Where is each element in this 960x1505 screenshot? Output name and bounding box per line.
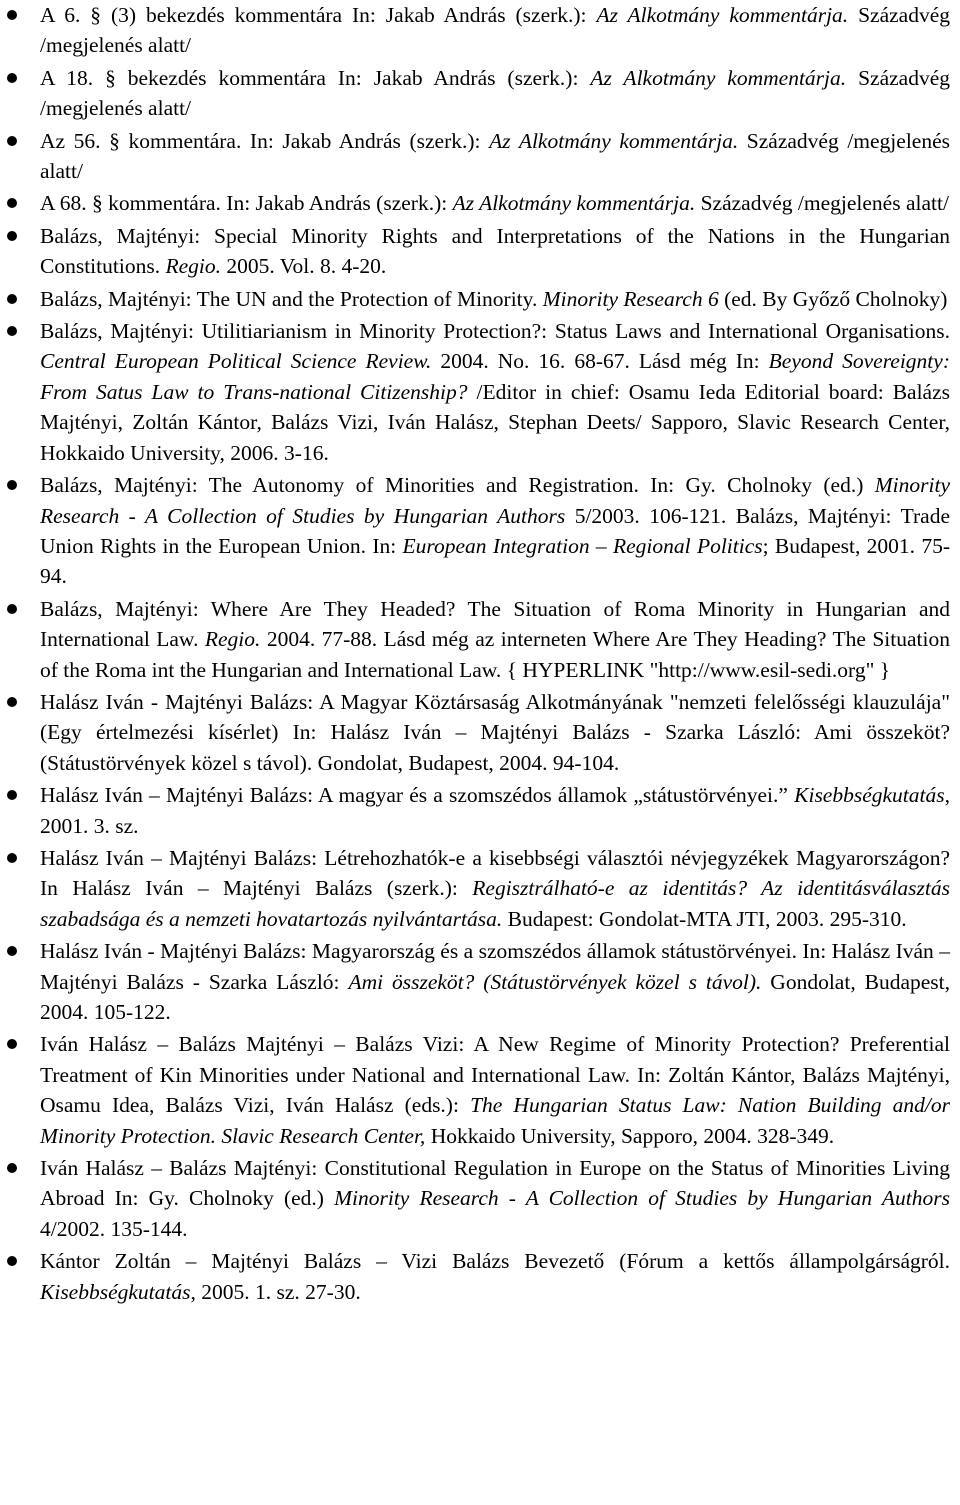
bullet-icon bbox=[7, 10, 17, 20]
bullet-icon bbox=[7, 697, 17, 707]
bullet-icon bbox=[7, 480, 17, 490]
reference-item bbox=[40, 63, 950, 124]
bullet-icon bbox=[7, 73, 17, 83]
reference-text: Budapest: Gondolat-MTA JTI, 2003. 295-310. bbox=[502, 906, 907, 931]
reference-item bbox=[40, 687, 950, 778]
reference-item bbox=[40, 126, 950, 187]
reference-text: Halász Iván - Majtényi Balázs: A Magyar Köztársaság Alkotmányának "nemzeti felelősségi klauzulája" (Egy értelmezési kísérlet) In: Halász Iván – Majtényi Balázs - Szarka László: Ami összeköt? (Státustörvények közel s távol). Gondolat, Budapest, 2004. 94-104. bbox=[40, 689, 950, 775]
reference-item bbox=[40, 936, 950, 1027]
reference-item bbox=[40, 470, 950, 592]
reference-text: Századvég /megjelenés alatt/ bbox=[40, 65, 950, 121]
reference-italic-text: The Hungarian Status Law: Nation Building and/or Minority Protection. Slavic Research Center, bbox=[40, 1093, 951, 1148]
bullet-icon bbox=[7, 853, 17, 863]
reference-italic-text: Minority Research - A Collection of Studies by Hungarian Authors bbox=[334, 1186, 951, 1211]
reference-text: Kántor Zoltán – Majtényi Balázs – Vizi Balázs Bevezető (Fórum a kettős állampolgárságról. bbox=[40, 1249, 950, 1274]
bullet-icon bbox=[7, 136, 17, 146]
reference-italic-text: Az Alkotmány kommentárja. bbox=[590, 65, 847, 90]
reference-item bbox=[40, 780, 950, 841]
reference-italic-text: Regio. bbox=[204, 627, 261, 652]
bullet-icon bbox=[7, 198, 17, 208]
reference-text: A 68. § kommentára. In: Jakab András (szerk.): bbox=[40, 191, 453, 216]
reference-text: Balázs, Majtényi: Utilitiarianism in Minority Protection?: Status Laws and International Organisations. bbox=[40, 319, 950, 344]
reference-item bbox=[40, 843, 950, 934]
reference-text: Halász Iván - Majtényi Balázs: Magyarország és a szomszédos államok státustörvényei. In: Halász Iván – Majtényi Balázs - Szarka László: bbox=[40, 939, 950, 994]
reference-item bbox=[40, 594, 950, 685]
reference-italic-text: Ami összeköt? (Státustörvények közel s távol). bbox=[348, 969, 762, 994]
bullet-icon bbox=[7, 231, 17, 241]
reference-text: ; Budapest, 2001. 75-94. bbox=[40, 533, 951, 589]
bullet-icon bbox=[7, 1039, 17, 1049]
bullet-icon bbox=[7, 946, 17, 956]
reference-text: A 6. § (3) bekezdés kommentára In: Jakab András (szerk.): bbox=[40, 3, 597, 27]
reference-text: A 18. § bekezdés kommentára In: Jakab András (szerk.): bbox=[40, 65, 591, 90]
reference-item bbox=[40, 316, 950, 468]
bullet-icon bbox=[7, 294, 17, 304]
reference-italic-text: Az Alkotmány kommentárja. bbox=[452, 191, 696, 216]
reference-item bbox=[40, 1246, 950, 1307]
reference-item bbox=[40, 0, 950, 61]
reference-text: 2005. Vol. 8. 4-20. bbox=[220, 254, 387, 279]
bullet-icon bbox=[7, 604, 17, 614]
bullet-icon bbox=[7, 326, 17, 336]
reference-italic-text: Kisebbségkutatás bbox=[794, 783, 945, 808]
reference-text: Balázs, Majtényi: Where Are They Headed? The Situation of Roma Minority in Hungarian and International Law. bbox=[40, 596, 950, 652]
reference-italic-text: European Integration – Regional Politics bbox=[402, 533, 763, 558]
reference-text: , 2005. 1. sz. 27-30. bbox=[190, 1279, 361, 1304]
bullet-icon bbox=[7, 1256, 17, 1266]
reference-text: 2004. No. 16. 68-67. Lásd még In: bbox=[431, 349, 769, 374]
reference-text: Iván Halász – Balázs Majtényi – Balázs Vizi: A New Regime of Minority Protection? Preferential Treatment of Kin Minorities under National and International Law. In: Zoltán Kántor, Balázs Majtényi, Osamu Idea, Balázs Vizi, Iván Halász (eds.): bbox=[40, 1032, 950, 1118]
reference-list bbox=[40, 0, 950, 1307]
reference-italic-text: Minority Research - A Collection of Studies by Hungarian Authors bbox=[40, 473, 950, 528]
reference-text: Balázs, Majtényi: Special Minority Rights and Interpretations of the Nations in the Hungarian Constitutions. bbox=[40, 223, 950, 279]
reference-italic-text: Minority Research 6 bbox=[542, 286, 719, 311]
reference-item bbox=[40, 188, 950, 218]
reference-text: Halász Iván – Majtényi Balázs: Létrehozhatók-e a kisebbségi választói névjegyzékek Magyarországon? In Halász Iván – Majtényi Balázs (szerk.): bbox=[40, 845, 950, 901]
reference-italic-text: Az Alkotmány kommentárja. bbox=[489, 128, 739, 153]
reference-text: Századvég /megjelenés alatt/ bbox=[695, 191, 949, 216]
bullet-icon bbox=[7, 1163, 17, 1173]
reference-italic-text: Kisebbségkutatás bbox=[40, 1279, 191, 1304]
reference-item bbox=[40, 221, 950, 282]
reference-item bbox=[40, 284, 950, 314]
reference-italic-text: Central European Political Science Review. bbox=[40, 349, 432, 374]
reference-text: Az 56. § kommentára. In: Jakab András (szerk.): bbox=[40, 128, 490, 153]
reference-text: Balázs, Majtényi: The UN and the Protection of Minority. bbox=[40, 286, 543, 311]
reference-text: Gondolat, Budapest, 2004. 105-122. bbox=[40, 969, 950, 1024]
reference-text: , 2001. 3. sz. bbox=[40, 783, 950, 838]
reference-text: Hokkaido University, Sapporo, 2004. 328-349. bbox=[425, 1123, 835, 1148]
reference-italic-text: Regio. bbox=[165, 254, 221, 279]
bullet-icon bbox=[7, 790, 17, 800]
reference-text: Századvég /megjelenés alatt/ bbox=[40, 3, 951, 58]
reference-italic-text: Az Alkotmány kommentárja. bbox=[596, 3, 849, 27]
reference-italic-text: Beyond Sovereignty: From Satus Law to Trans-national Citizenship? bbox=[40, 349, 950, 404]
reference-text: Századvég /megjelenés alatt/ bbox=[40, 128, 951, 184]
reference-italic-text: Regisztrálható-e az identitás? Az identitásválasztás szabadsága és a nemzeti hovatartozás nyilvántartása. bbox=[40, 876, 950, 931]
reference-text: 2004. 77-88. Lásd még az interneten Where Are They Heading? The Situation of the Roma int the Hungarian and International Law. { HYPERLINK "http://www.esil-sedi.org" } bbox=[40, 627, 950, 682]
reference-text: 5/2003. 106-121. Balázs, Majtényi: Trade Union Rights in the European Union. In: bbox=[40, 503, 950, 558]
reference-text: /Editor in chief: Osamu Ieda Editorial board: Balázs Majtényi, Zoltán Kántor, Balázs Vizi, Iván Halász, Stephan Deets/ Sapporo, Slavic Research Center, Hokkaido University, 2006. 3-16. bbox=[40, 379, 951, 465]
reference-item bbox=[40, 1153, 950, 1244]
reference-text: 4/2002. 135-144. bbox=[40, 1216, 188, 1241]
reference-text: Halász Iván – Majtényi Balázs: A magyar és a szomszédos államok „státustörvényei.” bbox=[40, 783, 795, 808]
reference-item bbox=[40, 1029, 950, 1151]
reference-text: Balázs, Majtényi: The Autonomy of Minorities and Registration. In: Gy. Cholnoky (ed.) bbox=[40, 473, 875, 498]
reference-text: Iván Halász – Balázs Majtényi: Constitutional Regulation in Europe on the Status of Minorities Living Abroad In: Gy. Cholnoky (ed.) bbox=[40, 1156, 950, 1211]
reference-text: (ed. By Győző Cholnoky) bbox=[718, 286, 948, 311]
